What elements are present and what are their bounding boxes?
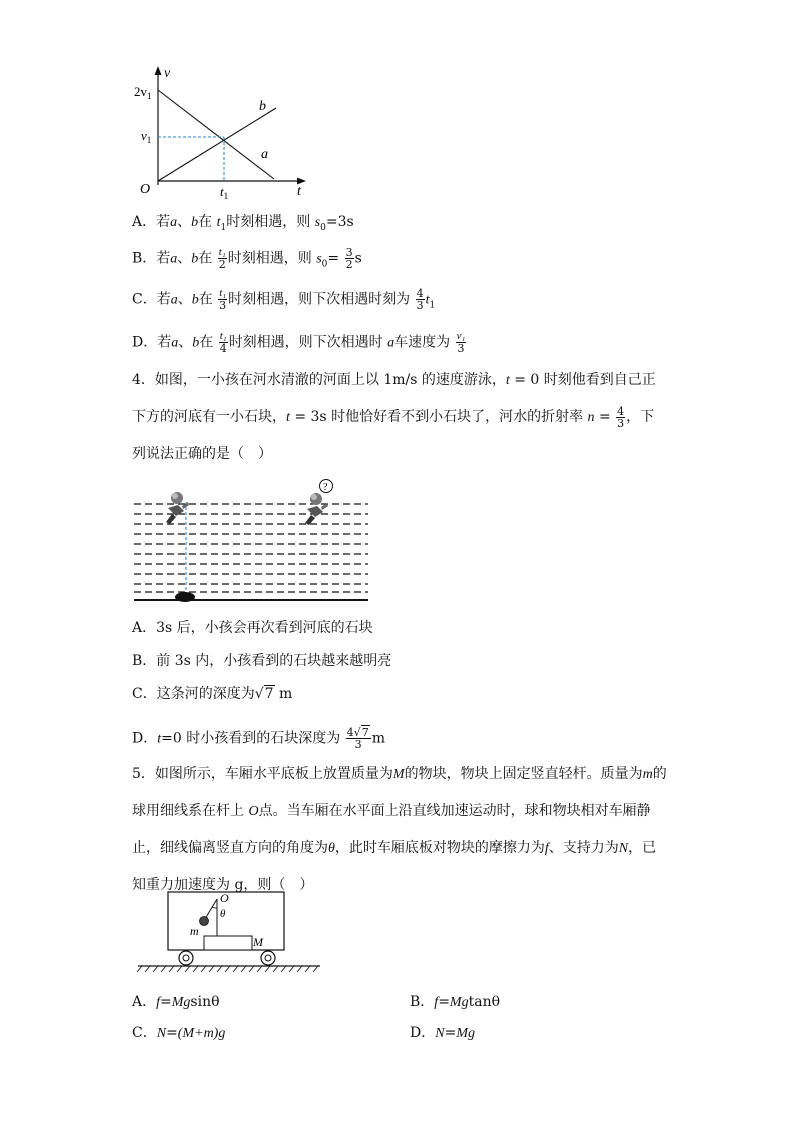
line-a [158,90,274,179]
fraction: $\frac{4√7}{3}$ [346,726,369,751]
label-O: O [220,891,229,905]
block [204,936,252,950]
label-theta: θ [220,908,226,920]
label-M: M [253,935,263,949]
q4-option-a[interactable]: A．3s 后，小孩会再次看到河底的石块 [132,620,373,636]
y-tick-v1: $v_1$ [141,128,152,145]
angle-arc [212,907,217,908]
line-a-label: a [261,147,268,162]
stone [175,592,195,602]
fraction: $\frac{\text{t₁}}{4}$ [219,330,227,355]
q5-stem: 5．如图所示，车厢水平底板上放置质量为M的物块，物块上固定竖直轻杆。质量为m的球用细线系在杆上 O点。当车厢在水平面上沿直线加速运动时，球和物块相对车厢静止，细线偏离竖直方向的角度为θ，此时车厢底板对物块的摩擦力为f、支持力为N，已知重力加速度为 g，则（ ） [132,766,667,893]
fraction: $\frac{4}{3}$ [416,287,424,312]
q3-option-a[interactable]: A．若a、b在 $t_1$时刻相遇，则 $s_0=3s$ [132,214,354,233]
thought-bubble [320,480,333,494]
fraction: $\frac{3}{2}$ [345,246,353,271]
q3-option-c[interactable]: C．若a、b在 $\frac{\text{t₁}}{3}$ 时刻相遇，则下次相遇时刻为 $\frac{4}{3}$ $t_1$ [132,287,436,312]
child-2 [305,493,328,525]
sqrt-expression: √7 [254,686,274,702]
q3-option-d[interactable]: D．若a、b在 $\frac{\text{t₁}}{4}$ 时刻相遇，则下次相遇时 a车速度为 $\frac{\text{v₁}}{3}$ [132,330,466,355]
x-tick-t1: $t_1$ [220,184,229,200]
river-figure [130,478,375,608]
q4-option-b[interactable]: B．前 3s 内，小孩看到的石块越来越明亮 [132,653,392,669]
q5-option-a[interactable]: A．f=Mgsinθ [132,994,220,1010]
fraction: $\frac{\text{t₁}}{3}$ [219,287,227,312]
ground-hatching [137,966,318,972]
wheel-right [261,951,275,965]
q4-option-c[interactable]: C．这条河的深度为√7 m [132,686,293,702]
x-axis-label: t [297,184,301,199]
origin-label: O [140,182,151,197]
line-b-label: b [259,99,266,114]
water-dashes [134,504,368,592]
q3-option-b[interactable]: B．若a、b在 $\frac{\text{t₁}}{2}$ 时刻相遇，则 $s_0=$ $\frac{3}{2}$ s [132,246,362,271]
line-b [158,108,276,181]
question-mark: ? [323,482,328,493]
y-axis-arrow [155,66,162,75]
q5-option-d[interactable]: D．N=Mg [410,1025,475,1041]
fraction: $\frac{4}{3}$ [617,404,625,430]
y-tick-2v1: $2v_1$ [134,84,152,101]
label-m: m [190,924,199,938]
string [205,899,217,919]
vt-graph [130,60,320,200]
wheel-left [179,951,193,965]
carriage-figure [134,888,324,976]
q4-option-d[interactable]: D．t=0 时小孩看到的石块深度为 $\frac{4√7}{3}$ m [132,726,385,751]
ball [200,917,209,926]
fraction: $\frac{\text{v₁}}{3}$ [456,330,466,355]
q5-option-c[interactable]: C．N=(M+m)g [132,1025,226,1041]
fraction: $\frac{\text{t₁}}{2}$ [218,246,226,271]
q5-option-b[interactable]: B．f=Mgtanθ [410,994,501,1010]
y-axis-label: v [164,66,171,81]
q4-stem: 4．如图，一小孩在河水清澈的河面上以 1m/s 的速度游泳，t = 0 时刻他看到自己正下方的河底有一小石块，t = 3s 时他恰好看不到小石块了，河水的折射率 n = $\frac{4}{3}$ ，下列说法正确的是（ ） [132,372,656,462]
